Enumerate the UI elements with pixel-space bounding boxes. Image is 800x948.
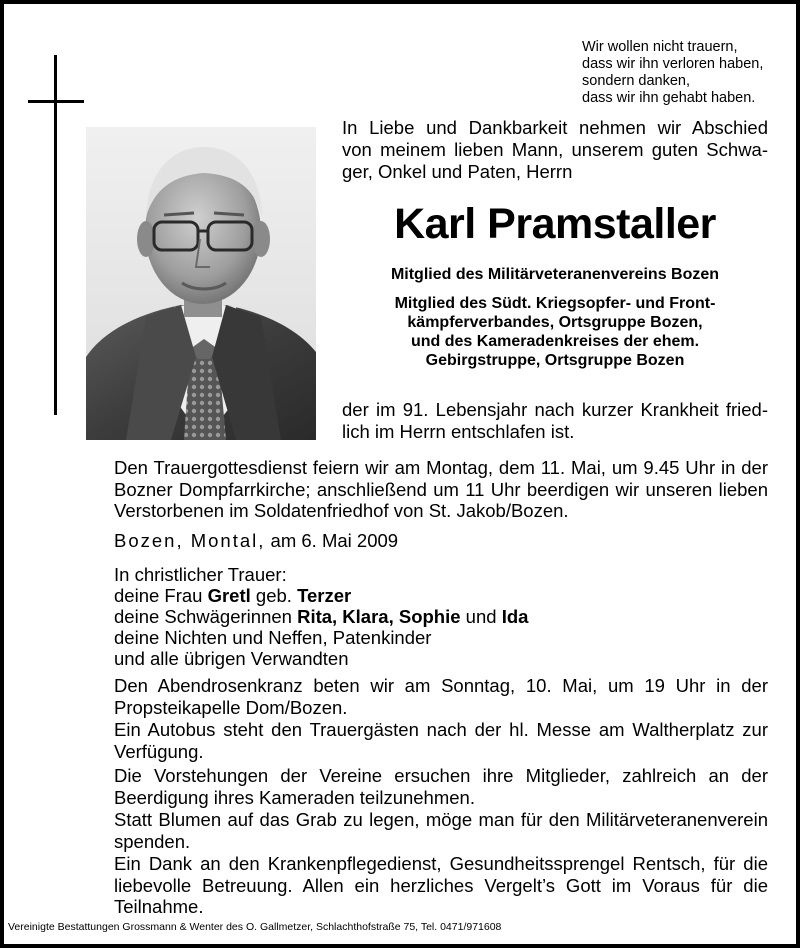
- verse-line: sondern danken,: [582, 73, 691, 89]
- verse-line: dass wir ihn gehabt haben.: [582, 90, 756, 106]
- cross-icon: [54, 55, 57, 415]
- cross-icon-bar: [28, 100, 84, 103]
- thanks-line: Teilnahme.: [114, 896, 204, 917]
- family-name: Rita, Klara, Sophie: [297, 606, 461, 627]
- deceased-name: Karl Pramstaller: [394, 200, 716, 248]
- footer-funeral-home: Vereinigte Bestattungen Grossmann & Wenter des O. Gallmetzer, Schlachthofstraße 75, Tel. 0471/971608: [8, 921, 502, 933]
- rosary-line: Den Abendrosenkranz beten wir am Sonntag, 10. Mai, um 19 Uhr in der: [114, 675, 768, 696]
- membership-line: kämpferverbandes, Ortsgruppe Bozen,: [407, 314, 703, 331]
- thanks-line: Ein Dank an den Krankenpflegedienst, Gesundheitssprengel Rentsch, für die: [114, 853, 768, 874]
- membership-line: Mitglied des Südt. Kriegsopfer- und Front-: [394, 295, 716, 312]
- death-line: der im 91. Lebensjahr nach kurzer Krankheit fried-: [342, 399, 768, 420]
- family-name: Ida: [501, 606, 529, 627]
- family-line: [114, 585, 528, 606]
- bus-line: Verfügung.: [114, 740, 204, 762]
- intro-line: von meinem lieben Mann, unserem guten Schwa-: [342, 139, 768, 160]
- verse-line: dass wir ihn verloren haben,: [582, 56, 764, 72]
- verse-line: Wir wollen nicht trauern,: [582, 39, 738, 55]
- family-name: Gretl: [207, 585, 251, 606]
- membership-line: und des Kameradenkreises der ehem.: [410, 333, 700, 350]
- thanks-line: liebevolle Betreuung. Allen ein herzliches Vergelt’s Gott im Voraus für die: [114, 874, 768, 896]
- service-line: Verstorbenen im Soldatenfriedhof von St. Jakob/Bozen.: [114, 500, 569, 521]
- family-text: deine Schwägerinnen: [114, 606, 298, 627]
- portrait-photo: [86, 127, 316, 440]
- flowers-line: spenden.: [114, 830, 191, 852]
- verse: [582, 39, 782, 107]
- service-paragraph: [114, 457, 768, 522]
- date-day: am 6. Mai 2009: [270, 530, 399, 551]
- flowers-line: Statt Blumen auf das Grab zu legen, möge man für den Militärveteranenverein: [114, 809, 768, 830]
- membership-1: [340, 265, 770, 284]
- membership-line: Mitglied des Militärveteranenvereins Bozen: [390, 266, 720, 283]
- date-line: [114, 530, 398, 552]
- family-line: deine Nichten und Neffen, Patenkinder: [114, 627, 432, 648]
- family-line: In christlicher Trauer:: [114, 564, 287, 585]
- thanks-paragraph: [114, 853, 768, 918]
- service-line: Den Trauergottesdienst feiern wir am Montag, dem 11. Mai, um 9.45 Uhr in der: [114, 457, 768, 478]
- intro-text: [342, 117, 768, 183]
- bus-line: Ein Autobus steht den Trauergästen nach der hl. Messe am Waltherplatz zur: [114, 719, 768, 740]
- family-line: [114, 606, 528, 627]
- family-name: Terzer: [297, 585, 352, 606]
- death-text: [342, 399, 768, 443]
- membership-line: Gebirgstruppe, Ortsgruppe Bozen: [425, 352, 685, 369]
- family-list: [114, 564, 528, 669]
- family-text: und: [460, 606, 502, 627]
- intro-line: ger, Onkel und Paten, Herrn: [342, 161, 573, 182]
- death-line: lich im Herrn entschlafen ist.: [342, 421, 575, 442]
- membership-2: [340, 294, 770, 370]
- association-paragraph: [114, 765, 768, 808]
- family-line: und alle übrigen Verwandten: [114, 648, 349, 669]
- bus-paragraph: [114, 719, 768, 762]
- association-line: Beerdigung ihres Kameraden teilzunehmen.: [114, 786, 475, 808]
- intro-line: In Liebe und Dankbarkeit nehmen wir Abschied: [342, 117, 768, 138]
- date-place: Bozen, Montal,: [114, 530, 266, 551]
- association-line: Die Vorstehungen der Vereine ersuchen ihre Mitglieder, zahlreich an der: [114, 765, 768, 786]
- family-text: geb.: [250, 585, 298, 606]
- flowers-paragraph: [114, 809, 768, 852]
- family-text: deine Frau: [114, 585, 208, 606]
- service-line: Bozner Dompfarrkirche; anschließend um 11 Uhr beerdigen wir unseren lieben: [114, 478, 768, 500]
- rosary-line: Propsteikapelle Dom/Bozen.: [114, 696, 348, 718]
- rosary-paragraph: [114, 675, 768, 718]
